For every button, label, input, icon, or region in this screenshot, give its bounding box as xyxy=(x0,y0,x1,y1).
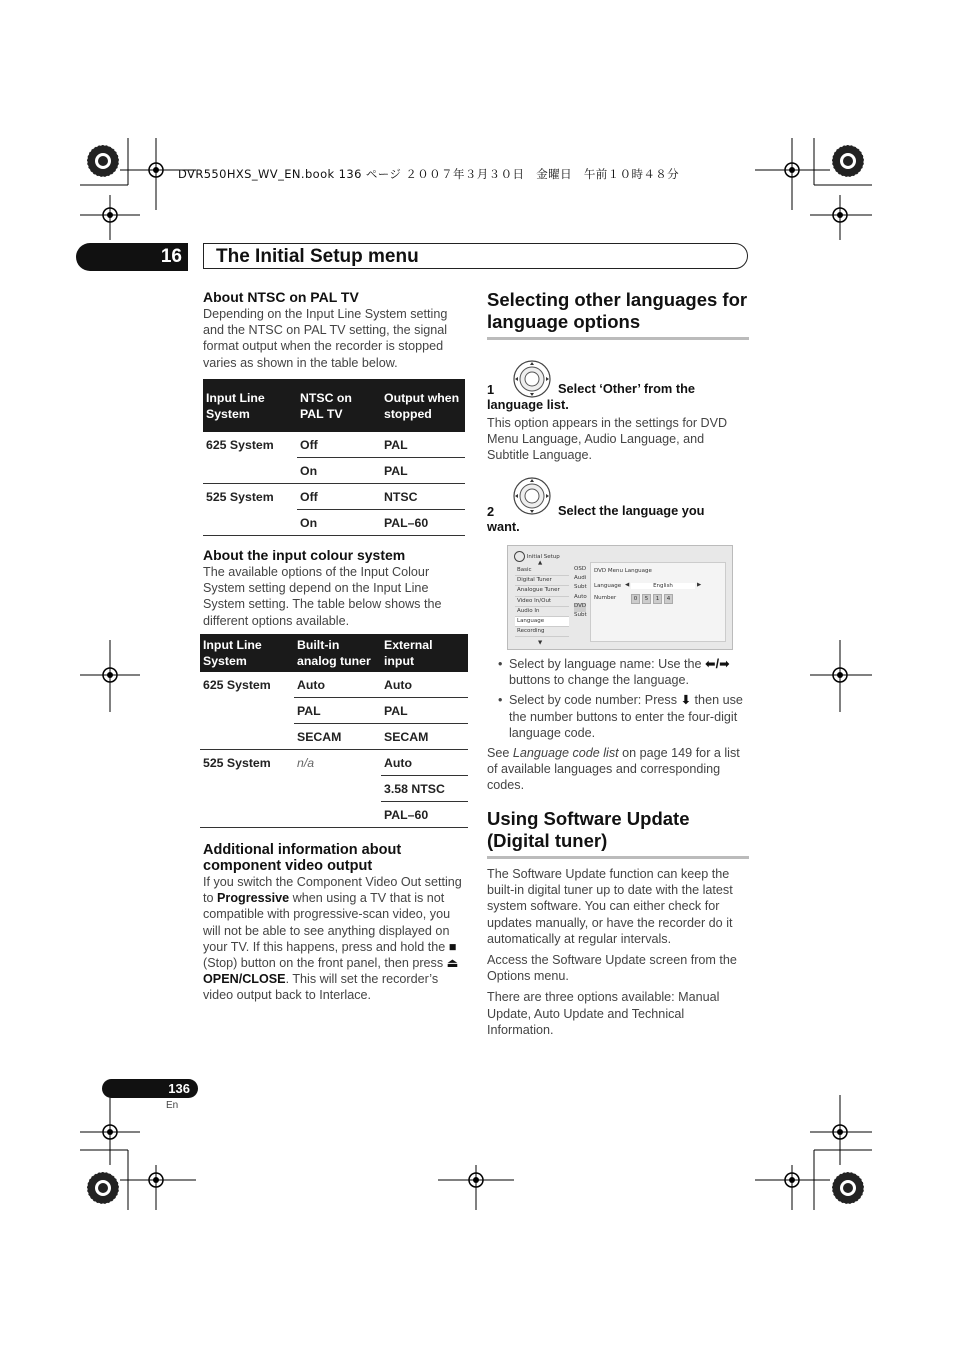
disc-icon xyxy=(514,551,525,562)
table-cell: Auto xyxy=(381,750,468,776)
text-run: See xyxy=(487,746,513,761)
table-cell: 3.58 NTSC xyxy=(381,776,468,802)
table-cell: Auto xyxy=(381,672,468,698)
osd-language-value[interactable]: English xyxy=(631,583,695,589)
table-cell: PAL xyxy=(381,432,465,458)
text-run: on page 149 for a list of available languages and corresponding codes. xyxy=(487,746,740,793)
table-row xyxy=(200,802,468,828)
osd-menu-item[interactable]: Video In/Out xyxy=(515,597,569,607)
osd-menu-item[interactable]: Recording xyxy=(515,627,569,637)
table-cell: SECAM xyxy=(294,724,381,750)
step-text: Select ‘Other’ from the language list. xyxy=(487,381,696,413)
ntsc-heading: About NTSC on PAL TV xyxy=(203,289,359,305)
colour-heading: About the input colour system xyxy=(203,547,406,563)
table-cell xyxy=(203,458,297,484)
setting-name: Progressive xyxy=(217,891,290,906)
text-run: Select by language name: Use the xyxy=(509,657,706,671)
digit-box[interactable]: 1 xyxy=(653,594,662,604)
text-run: buttons to change the language. xyxy=(509,673,689,688)
table-cell: PAL–60 xyxy=(381,510,465,536)
table-header: Output when stopped xyxy=(381,379,465,432)
osd-title xyxy=(514,551,560,562)
table-row xyxy=(200,698,468,724)
step-number: 1 xyxy=(487,382,495,397)
table-row xyxy=(203,510,465,536)
osd-menu-item[interactable]: Analogue Tuner xyxy=(515,586,569,596)
cross-reference: Language code list xyxy=(512,746,619,761)
registration-starburst-icon xyxy=(87,1172,119,1204)
osd-submenu-item: Subt xyxy=(574,611,587,618)
table-header: NTSC on PAL TV xyxy=(297,379,381,432)
page-number: 136 xyxy=(102,1079,198,1098)
step-number: 2 xyxy=(487,504,495,519)
table-cell xyxy=(200,698,294,724)
up-arrow-icon: ▲ xyxy=(538,560,543,566)
colour-body: The available options of the Input Colour System setting depend on the Input Line System setting. The table below shows the different options available. xyxy=(203,565,442,628)
text-run: Select by code number: Press xyxy=(509,693,681,708)
text-run: If you switch the Component Video Out setting to xyxy=(203,875,462,906)
left-right-arrow-icon: ⬅/➡ xyxy=(705,657,730,671)
osd-submenu-item: Subt xyxy=(574,584,587,591)
section-rule xyxy=(487,337,749,340)
left-arrow-icon: ◀ xyxy=(625,582,630,588)
registration-starburst-icon xyxy=(87,145,119,177)
component-heading: Additional information about component video output xyxy=(203,842,402,874)
table-header: Built-in analog tuner xyxy=(294,634,381,672)
digit-box[interactable]: 0 xyxy=(631,594,640,604)
table-row xyxy=(200,672,468,698)
osd-submenu xyxy=(574,566,586,621)
language-heading: Selecting other languages for language options xyxy=(487,289,748,332)
table-row xyxy=(200,724,468,750)
table-cell xyxy=(200,802,294,828)
chapter-title: The Initial Setup menu xyxy=(203,243,748,269)
digit-box[interactable]: 4 xyxy=(664,594,673,604)
table-cell: PAL–60 xyxy=(381,802,468,828)
colour-table xyxy=(200,634,468,828)
table-cell: On xyxy=(297,510,381,536)
text-run: (Stop) button on the front panel, then press xyxy=(203,956,447,971)
table-cell: PAL xyxy=(381,458,465,484)
table-row xyxy=(200,776,468,802)
osd-title-text: Initial Setup xyxy=(526,554,560,560)
table-cell: 625 System xyxy=(206,437,274,452)
table-header-row xyxy=(200,634,468,672)
text-run: . This will set the recorder’s video output back to Interlace. xyxy=(203,972,439,1003)
osd-menu-item[interactable]: Basic xyxy=(515,566,569,576)
down-arrow-icon: ⬇ xyxy=(680,693,692,708)
stop-icon: ■ xyxy=(448,939,457,954)
button-name: OPEN/CLOSE xyxy=(203,972,286,987)
registration-starburst-icon xyxy=(832,1172,864,1204)
component-section xyxy=(203,842,465,1004)
text-run: when using a TV that is not compatible with progressive-scan video, you will not be able to see anything displayed on your TV. If this happens, press and hold the xyxy=(203,891,451,954)
update-paragraph: Access the Software Update screen from the Options menu. xyxy=(487,953,737,984)
bullet-item xyxy=(487,656,749,688)
see-reference xyxy=(487,745,749,794)
ntsc-body: Depending on the Input Line System setting and the NTSC on PAL TV setting, the signal format output when the recorder is stopped varies as shown in the table below. xyxy=(203,307,448,370)
down-arrow-icon: ▼ xyxy=(538,640,543,646)
table-cell: 625 System xyxy=(203,677,271,692)
language-section xyxy=(487,289,749,340)
eject-icon: ⏏ xyxy=(446,956,459,971)
table-header-row xyxy=(203,379,465,432)
table-cell xyxy=(200,776,294,802)
table-cell: Auto xyxy=(294,672,381,698)
table-cell: Off xyxy=(297,432,381,458)
step-1-body: This option appears in the settings for DVD Menu Language, Audio Language, and Subtitle Language. xyxy=(487,416,728,463)
component-body xyxy=(203,874,465,1004)
table-cell xyxy=(203,510,297,536)
osd-submenu-item: OSD xyxy=(574,566,587,572)
table-cell: PAL xyxy=(381,698,468,724)
table-cell xyxy=(294,802,381,828)
table-row xyxy=(203,484,465,510)
osd-panel-title: DVD Menu Language xyxy=(594,568,652,574)
left-column xyxy=(203,289,465,371)
table-header: Input Line System xyxy=(203,379,297,432)
table-cell xyxy=(200,724,294,750)
osd-screen xyxy=(507,545,733,650)
osd-number-boxes xyxy=(631,594,675,604)
step-1 xyxy=(487,381,749,413)
text-run: then use the number buttons to enter the four-digit language code. xyxy=(509,693,743,740)
table-header: External input xyxy=(381,634,468,672)
update-section xyxy=(487,808,749,1038)
table-cell: n/a xyxy=(297,755,315,770)
osd-language-label: Language xyxy=(594,583,622,589)
table-cell: 525 System xyxy=(203,755,271,770)
osd-menu-item[interactable]: Audio In xyxy=(515,607,569,617)
table-row xyxy=(203,458,465,484)
step-2 xyxy=(487,503,727,535)
table-row xyxy=(200,750,468,776)
ntsc-table xyxy=(203,379,465,536)
table-row xyxy=(203,432,465,458)
osd-menu-item[interactable]: Digital Tuner xyxy=(515,576,569,586)
table-cell: On xyxy=(297,458,381,484)
chapter-number: 16 xyxy=(76,243,188,271)
book-info-line: DVR550HXS_WV_EN.book 136 ページ ２００７年３月３０日 金曜日 午前１０時４８分 xyxy=(178,167,680,181)
section-rule xyxy=(487,856,749,859)
table-cell: 525 System xyxy=(206,489,274,504)
table-cell: Off xyxy=(297,484,381,510)
bullets xyxy=(487,656,749,794)
update-heading: Using Software Update (Digital tuner) xyxy=(487,808,690,851)
registration-starburst-icon xyxy=(832,145,864,177)
osd-submenu-item: Audi xyxy=(574,575,587,582)
digit-box[interactable]: 5 xyxy=(642,594,651,604)
table-header: Input Line System xyxy=(200,634,294,672)
table-cell: PAL xyxy=(294,698,381,724)
osd-panel xyxy=(590,562,726,642)
osd-menu-item-selected[interactable]: Language xyxy=(515,617,569,627)
update-paragraph: The Software Update function can keep the built-in digital tuner up to date with the latest system software. You can either check for updates manually, or have the recorder do it automatically at regular intervals. xyxy=(487,867,733,946)
osd-submenu-item: DVD xyxy=(574,603,586,612)
table-cell: SECAM xyxy=(381,724,468,750)
osd-number-label: Number xyxy=(594,595,617,601)
colour-section xyxy=(203,547,465,629)
right-arrow-icon: ▶ xyxy=(697,582,702,588)
osd-submenu-item: Auto xyxy=(574,593,587,600)
bullet-item xyxy=(487,692,749,741)
osd-menu xyxy=(515,566,569,637)
page-language: En xyxy=(166,1100,179,1111)
table-cell xyxy=(294,776,381,802)
update-paragraph: There are three options available: Manual Update, Auto Update and Technical Information. xyxy=(487,990,720,1037)
step-text: Select the language you want. xyxy=(487,503,705,535)
table-cell: NTSC xyxy=(381,484,465,510)
